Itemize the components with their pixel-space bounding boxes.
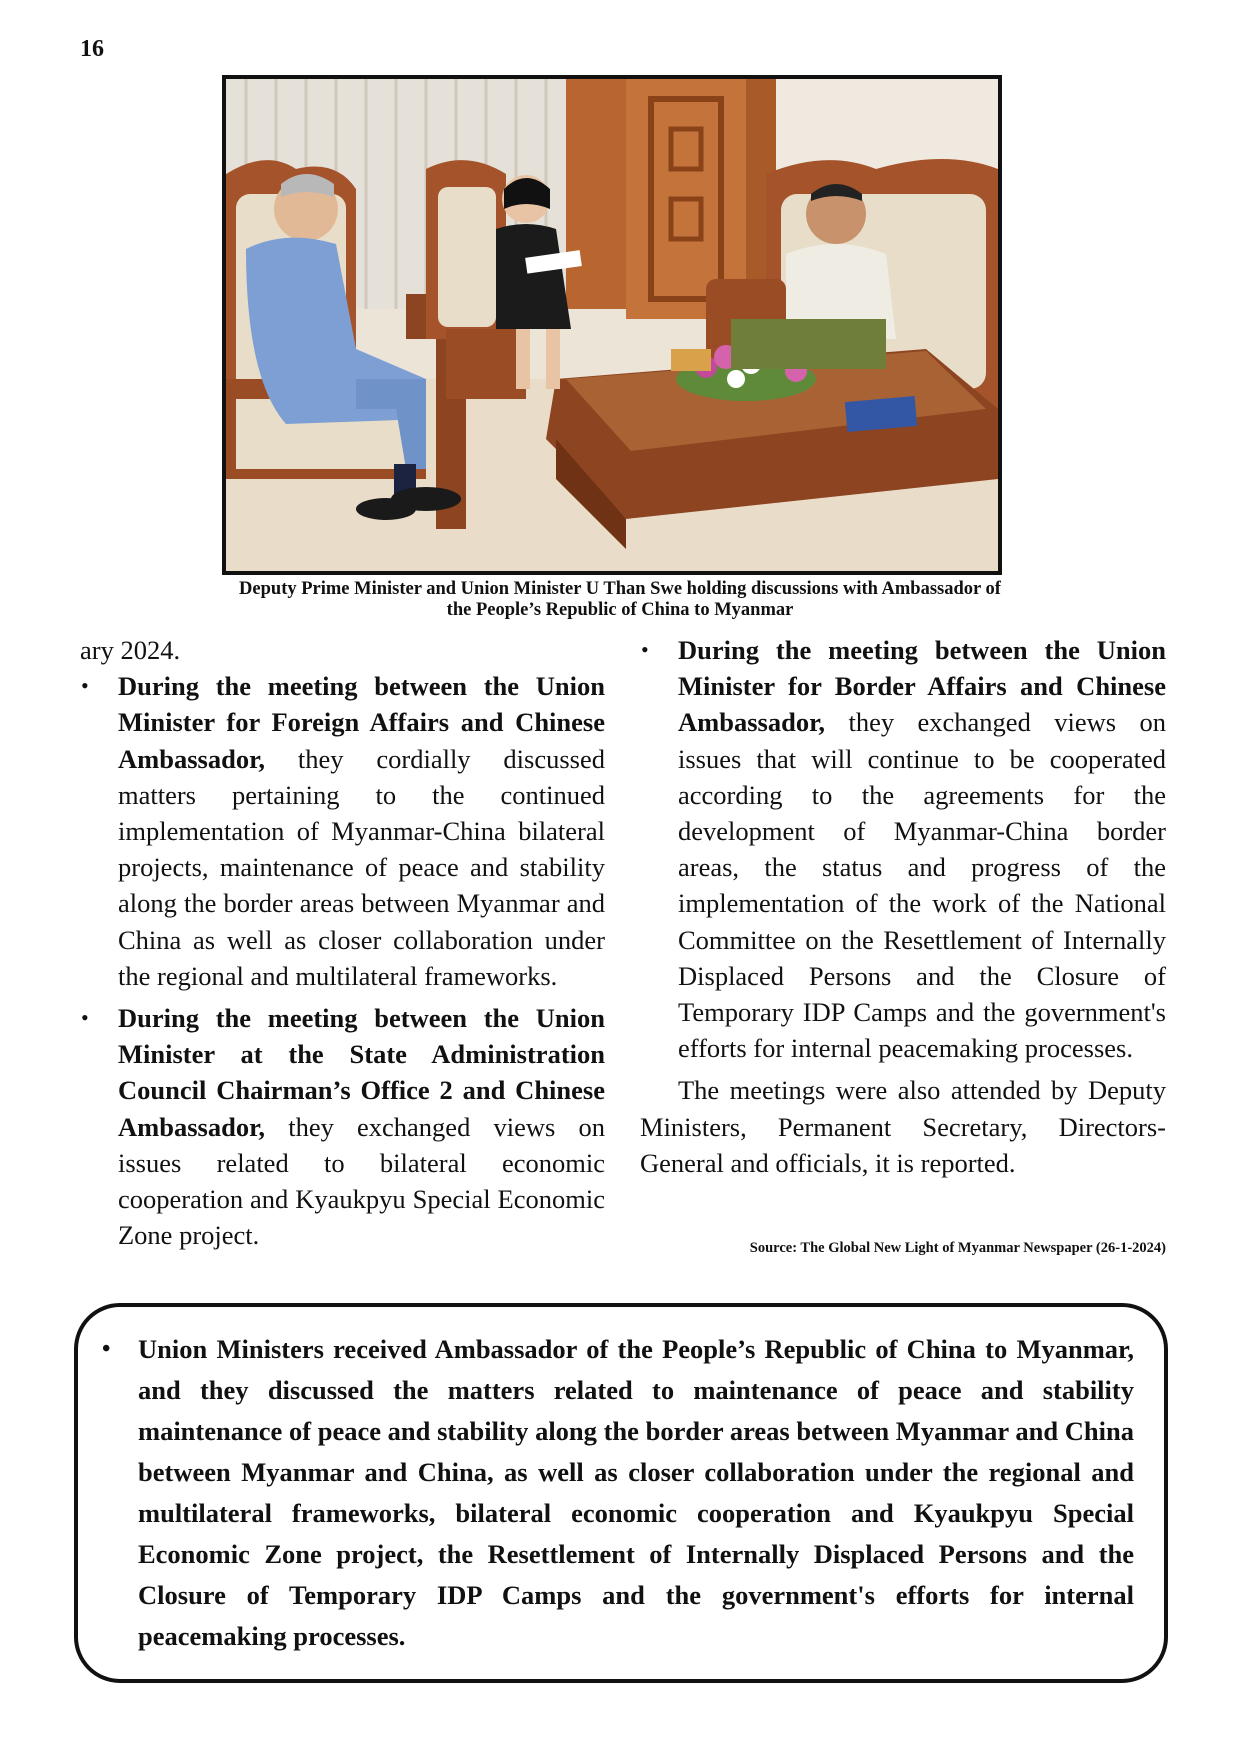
meeting-photo-illustration — [226, 79, 998, 571]
list-item-bold: During the meeting between the Union Minister at the State Administration Council Chairman’s Office 2 and Chinese Ambassador, — [118, 1003, 605, 1142]
right-column — [640, 632, 1166, 1181]
list-item — [118, 668, 605, 994]
photo-caption — [150, 579, 1090, 621]
summary-list — [78, 1307, 1164, 1657]
source-credit: Source: The Global New Light of Myanmar Newspaper (26-1-2024) — [749, 1240, 1166, 1256]
left-column-list — [80, 668, 605, 1253]
list-item-text: they exchanged views on issues that will continue to be cooperated according to the agreements for the development of Myanmar-China border areas, the status and progress of the implementation of the work of the National Committee on the Resettlement of Internally Displaced Persons and the Closure of Temporary IDP Camps and the government's efforts for internal peacemaking processes. — [678, 707, 1166, 1064]
meeting-photo — [222, 75, 1002, 575]
summary-box — [74, 1303, 1168, 1683]
list-item-text: they cordially discussed matters pertaining to the continued implementation of Myanmar-China bilateral projects, maintenance of peace and stability along the border areas between Myanmar and China as well as closer collaboration under the regional and multilateral frameworks. — [118, 743, 605, 991]
list-item — [118, 1000, 605, 1253]
closing-paragraph: The meetings were also attended by Deputy Ministers, Permanent Secretary, Directors-General and officials, it is reported. — [640, 1075, 1166, 1178]
photo-caption-line-1: Deputy Prime Minister and Union Minister U Than Swe holding discussions with Ambassador of — [239, 579, 1001, 599]
list-item-text: they exchanged views on issues related to bilateral economic cooperation and Kyaukpyu Special Economic Zone project. — [118, 1111, 605, 1251]
left-column — [80, 632, 605, 1259]
list-item-bold: During the meeting between the Union Minister for Border Affairs and Chinese Ambassador, — [678, 635, 1166, 738]
list-item-bold: During the meeting between the Union Minister for Foreign Affairs and Chinese Ambassador, — [118, 671, 605, 774]
photo-caption-line-2: the People’s Republic of China to Myanmar — [446, 600, 794, 620]
right-column-list — [640, 632, 1166, 1066]
page-number: 16 — [80, 36, 104, 62]
list-item — [678, 632, 1166, 1066]
left-column-lead: ary 2024. — [80, 635, 181, 665]
summary-item: • Union Ministers received Ambassador of the People’s Republic of China to Myanmar, and they discussed the matters related to maintenance of peace and stability maintenance of peace and stability along the border areas between Myanmar and China between Myanmar and China, as well as closer collaboration under the regional and multilateral frameworks, bilateral economic cooperation and Kyaukpyu Special Economic Zone project, the Resettlement of Internally Displaced Persons and the Closure of Temporary IDP Camps and the government's efforts for internal peacemaking processes. — [138, 1329, 1134, 1657]
